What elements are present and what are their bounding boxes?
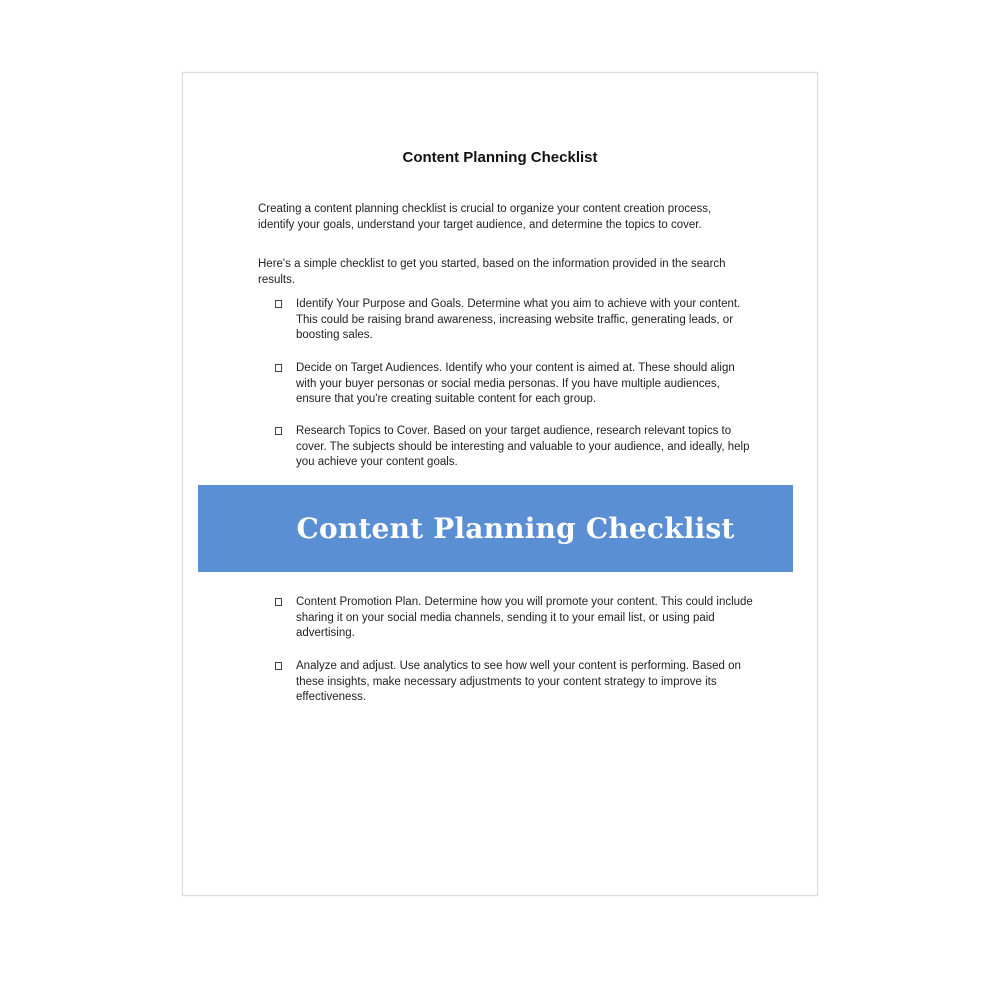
checkbox-icon	[275, 662, 282, 670]
checklist-item	[275, 659, 755, 706]
checklist-item	[275, 361, 755, 408]
checklist-item-text: Content Promotion Plan. Determine how you will promote your content. This could include sharing it on your social media channels, sending it to your email list, or using paid advertising.	[296, 596, 753, 639]
checklist-item	[275, 424, 755, 471]
banner-title: Content Planning Checklist	[296, 512, 735, 545]
checkbox-icon	[275, 300, 282, 308]
checklist-item-text: Research Topics to Cover. Based on your target audience, research relevant topics to cover. The subjects should be interesting and valuable to your audience, and ideally, help you achieve your content goals.	[296, 425, 750, 468]
document-page	[182, 72, 818, 896]
checkbox-icon	[275, 427, 282, 435]
lead-paragraph: Here's a simple checklist to get you started, based on the information provided in the search results.	[258, 258, 726, 286]
checklist-item	[275, 595, 755, 642]
title-banner	[198, 485, 793, 572]
document-title: Content Planning Checklist	[402, 149, 598, 166]
checkbox-icon	[275, 364, 282, 372]
checklist-item	[275, 297, 755, 344]
checklist-item-text: Identify Your Purpose and Goals. Determine what you aim to achieve with your content. This could be raising brand awareness, increasing website traffic, generating leads, or boosting sales.	[296, 298, 741, 341]
checkbox-icon	[275, 598, 282, 606]
checklist-item-text: Decide on Target Audiences. Identify who your content is aimed at. These should align with your buyer personas or social media personas. If you have multiple audiences, ensure that you're creating suitable content for each group.	[296, 362, 735, 405]
intro-paragraph: Creating a content planning checklist is crucial to organize your content creation process, identify your goals, understand your target audience, and determine the topics to cover.	[258, 203, 712, 231]
checklist-item-text: Analyze and adjust. Use analytics to see how well your content is performing. Based on these insights, make necessary adjustments to your content strategy to improve its effectiveness.	[296, 660, 741, 703]
